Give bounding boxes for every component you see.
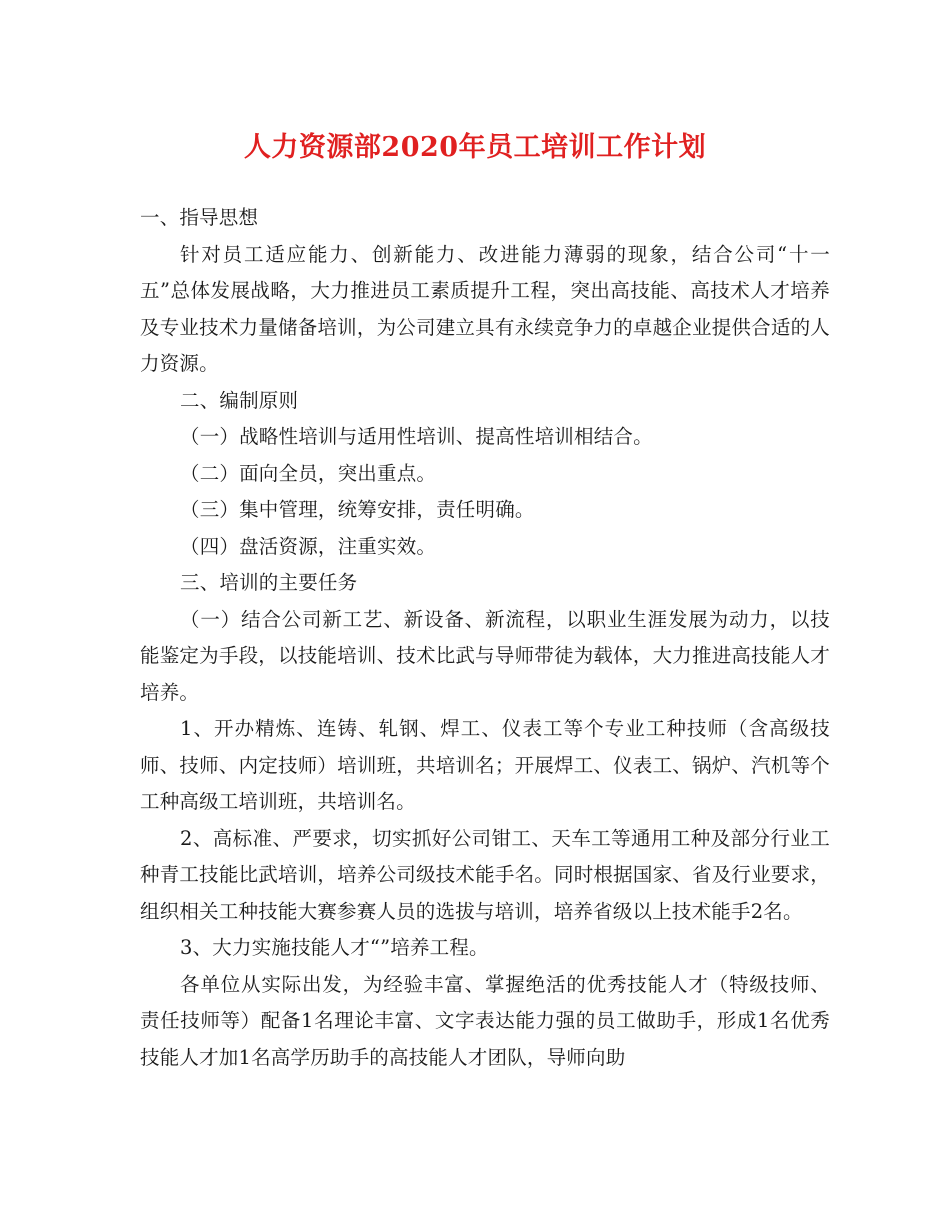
task-subitem-1: 1、开办精炼、连铸、轧钢、焊工、仪表工等个专业工种技师（含高级技师、技师、内定技师）培训班，共培训名；开展焊工、仪表工、锅炉、汽机等个工种高级工培训班，共培训名。	[140, 717, 830, 813]
task-subitem-3: 3、大力实施技能人才“”培养工程。	[180, 936, 489, 959]
section-heading-3: 三、培训的主要任务	[180, 571, 358, 594]
section-heading-2: 二、编制原则	[180, 388, 299, 412]
principle-item-4: （四）盘活资源，注重实效。	[180, 534, 437, 558]
principle-item-1: （一）战略性培训与适用性培训、提高性培训相结合。	[180, 425, 653, 448]
principle-item-2: （二）面向全员，突出重点。	[180, 461, 437, 485]
paragraph-guiding-thought: 针对员工适应能力、创新能力、改进能力薄弱的现象，结合公司“十一五”总体发展战略，大力推进员工素质提升工程，突出高技能、高技术人才培养及专业技术力量储备培训，为公司建立具有永续竞争力的卓越企业提供合适的人力资源。	[140, 242, 830, 375]
task-subitem-2: 2、高标准、严要求，切实抓好公司钳工、天车工等通用工种及部分行业工种青工技能比武培训，培养公司级技术能手名。同时根据国家、省及行业要求，组织相关工种技能大赛参赛人员的选拔与培训，培养省级以上技术能手2名。	[140, 826, 830, 923]
document-title: 人力资源部2020年员工培训工作计划	[243, 132, 707, 163]
paragraph-mentor-program: 各单位从实际出发，为经验丰富、掌握绝活的优秀技能人才（特级技师、责任技师等）配备1名理论丰富、文字表达能力强的员工做助手，形成1名优秀技能人才加1名高学历助手的高技能人才团队，导师向助	[140, 972, 830, 1069]
section-heading-1: 一、指导思想	[140, 206, 259, 229]
principle-item-3: （三）集中管理，统筹安排，责任明确。	[180, 498, 535, 521]
document-body	[140, 200, 830, 1076]
task-item-1: （一）结合公司新工艺、新设备、新流程，以职业生涯发展为动力，以技能鉴定为手段，以技能培训、技术比武与导师带徒为载体，大力推进高技能人才培养。	[140, 607, 830, 704]
